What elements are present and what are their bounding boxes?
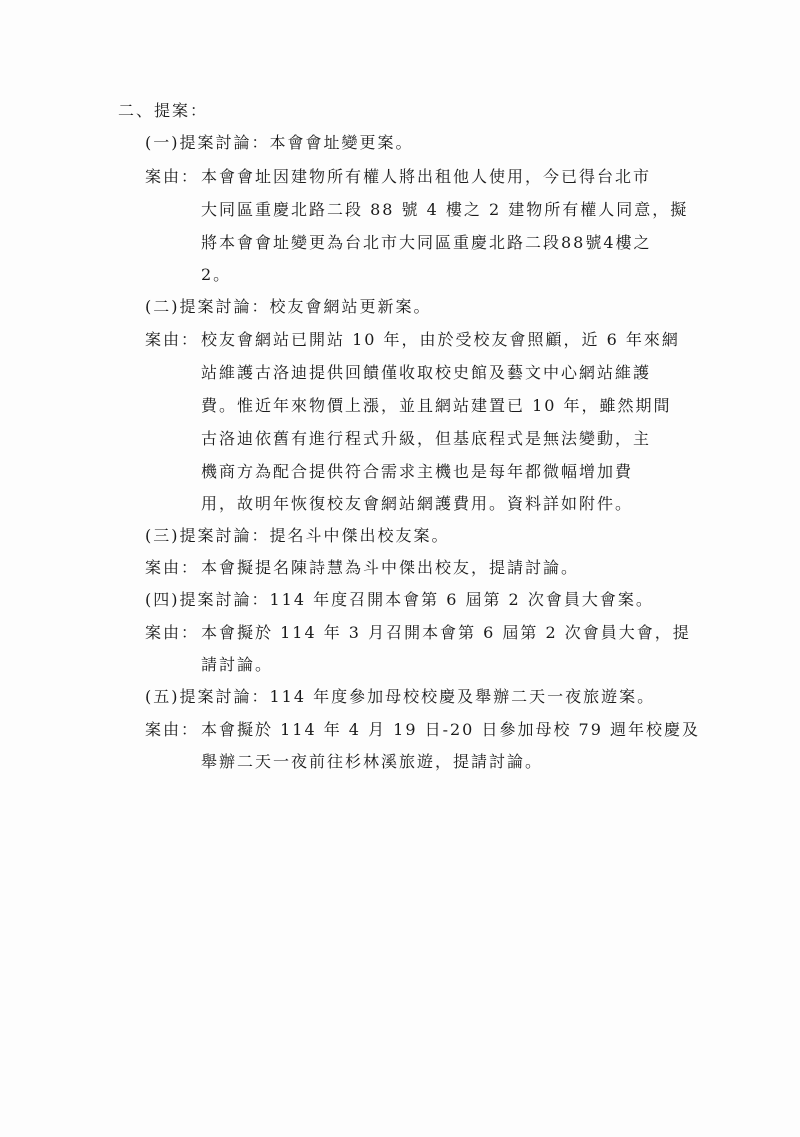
proposal-3-reason-label: 案由：	[145, 558, 200, 577]
proposal-2-reason-line-1: 校友會網站已開站 10 年，由於受校友會照顧，近 6 年來網	[201, 330, 680, 349]
proposal-4-title: (四)提案討論：114 年度召開本會第 6 屆第 2 次會員大會案。	[145, 590, 654, 609]
proposal-1-reason-line-4: 2。	[201, 265, 232, 284]
proposal-5-reason-line-1: 本會擬於 114 年 4 月 19 日-20 日參加母校 79 週年校慶及	[201, 720, 700, 739]
proposal-3-reason-line-1: 本會擬提名陳詩慧為斗中傑出校友，提請討論。	[201, 558, 580, 577]
proposal-2-reason-label: 案由：	[145, 330, 200, 349]
proposal-2-title: (二)提案討論：校友會網站更新案。	[145, 297, 432, 316]
proposal-1-title: (一)提案討論：本會會址變更案。	[145, 133, 414, 152]
proposal-3-title: (三)提案討論：提名斗中傑出校友案。	[145, 526, 450, 545]
proposal-5-reason-label: 案由：	[145, 720, 200, 739]
proposal-5-reason-line-2: 舉辦二天一夜前往杉林溪旅遊，提請討論。	[201, 752, 544, 771]
proposal-4-reason-label: 案由：	[145, 623, 200, 642]
proposal-2-reason-line-2: 站維護古洛迪提供回饋僅收取校史館及藝文中心網站維護	[201, 363, 652, 382]
proposal-1-reason-line-3: 將本會會址變更為台北市大同區重慶北路二段88號4樓之	[201, 233, 652, 252]
proposal-2-reason-line-3: 費。惟近年來物價上漲，並且網站建置已 10 年，雖然期間	[201, 396, 672, 415]
proposal-1-reason-label: 案由：	[145, 167, 200, 186]
proposal-4-reason-line-2: 請討論。	[201, 655, 274, 674]
proposal-1-reason-line-2: 大同區重慶北路二段 88 號 4 樓之 2 建物所有權人同意，擬	[201, 200, 689, 219]
proposal-2-reason-line-6: 用，故明年恢復校友會網站網護費用。資料詳如附件。	[201, 494, 634, 513]
section-heading: 二、提案：	[118, 101, 209, 120]
proposal-2-reason-line-4: 古洛迪依舊有進行程式升級，但基底程式是無法變動，主	[201, 429, 652, 448]
proposal-4-reason-line-1: 本會擬於 114 年 3 月召開本會第 6 屆第 2 次會員大會，提	[201, 623, 691, 642]
proposal-2-reason-line-5: 機商方為配合提供符合需求主機也是每年都微幅增加費	[201, 462, 634, 481]
proposal-5-title: (五)提案討論：114 年度參加母校校慶及舉辦二天一夜旅遊案。	[145, 687, 656, 706]
proposal-1-reason-line-1: 本會會址因建物所有權人將出租他人使用，今已得台北市	[201, 167, 652, 186]
